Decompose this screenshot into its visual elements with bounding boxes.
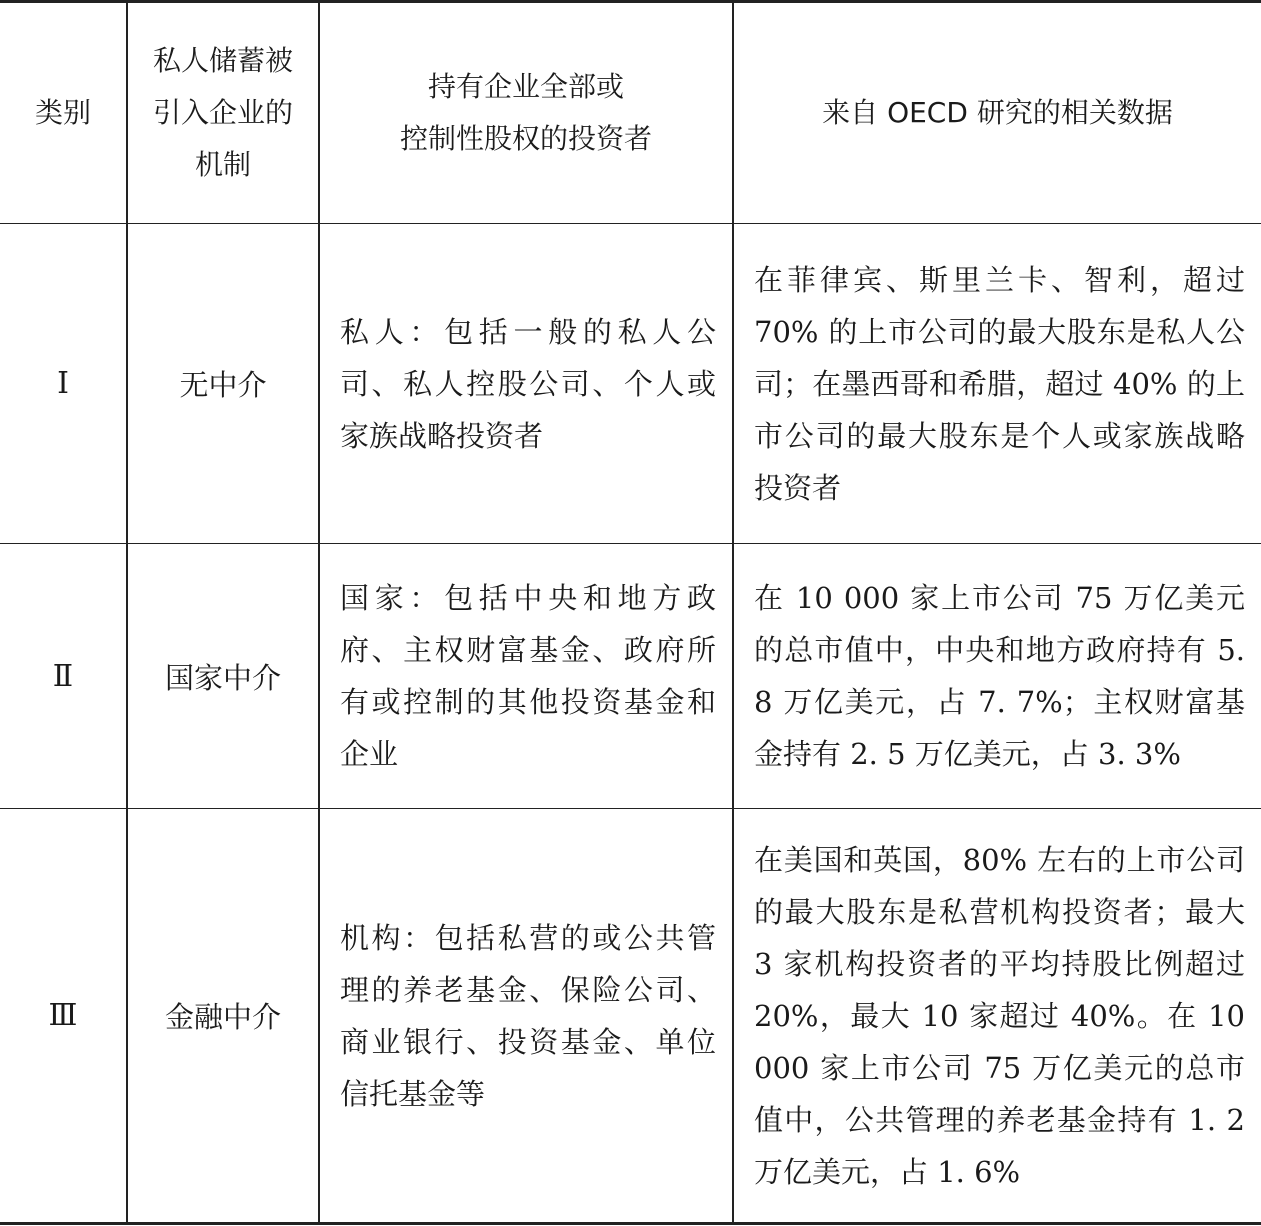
category-cell: Ⅱ (0, 544, 127, 809)
header-category (0, 2, 127, 224)
header-oecd-data-text: 来自 OECD 研究的相关数据 (822, 96, 1173, 129)
header-mechanism-line: 私人储蓄被 (152, 44, 293, 77)
header-oecd-data (733, 2, 1261, 224)
header-row (0, 2, 1261, 224)
header-category-text: 类别 (34, 96, 91, 129)
investor-cell: 机构：包括私营的或公共管理的养老基金、保险公司、商业银行、投资基金、单位信托基金等 (319, 809, 733, 1224)
investor-cell: 国家：包括中央和地方政府、主权财富基金、政府所有或控制的其他投资基金和企业 (319, 544, 733, 809)
header-investor-line: 持有企业全部或 (427, 70, 624, 103)
table-row (0, 544, 1261, 809)
header-mechanism-line: 引入企业的 (152, 96, 293, 129)
table-row (0, 809, 1261, 1224)
oecd-data-cell: 在美国和英国，80% 左右的上市公司的最大股东是私营机构投资者；最大 3 家机构投资者的平均持股比例超过 20%，最大 10 家超过 40%。在 10 000 家上市公司 75 万亿美元的总市值中，公共管理的养老基金持有 1. 2 万亿美元，占 1. 6% (733, 809, 1261, 1224)
header-investor (319, 2, 733, 224)
mechanism-cell: 国家中介 (127, 544, 319, 809)
header-investor-line: 控制性股权的投资者 (399, 122, 652, 155)
mechanism-cell: 无中介 (127, 224, 319, 544)
header-mechanism (127, 2, 319, 224)
oecd-data-cell: 在菲律宾、斯里兰卡、智利，超过70% 的上市公司的最大股东是私人公司；在墨西哥和希腊，超过 40% 的上市公司的最大股东是个人或家族战略投资者 (733, 224, 1261, 544)
oecd-data-cell: 在 10 000 家上市公司 75 万亿美元的总市值中，中央和地方政府持有 5. 8 万亿美元，占 7. 7%；主权财富基金持有 2. 5 万亿美元，占 3. 3% (733, 544, 1261, 809)
investor-cell: 私人：包括一般的私人公司、私人控股公司、个人或家族战略投资者 (319, 224, 733, 544)
mechanism-cell: 金融中介 (127, 809, 319, 1224)
header-mechanism-line: 机制 (194, 148, 251, 181)
category-cell: Ⅰ (0, 224, 127, 544)
category-cell: Ⅲ (0, 809, 127, 1224)
table-row (0, 224, 1261, 544)
